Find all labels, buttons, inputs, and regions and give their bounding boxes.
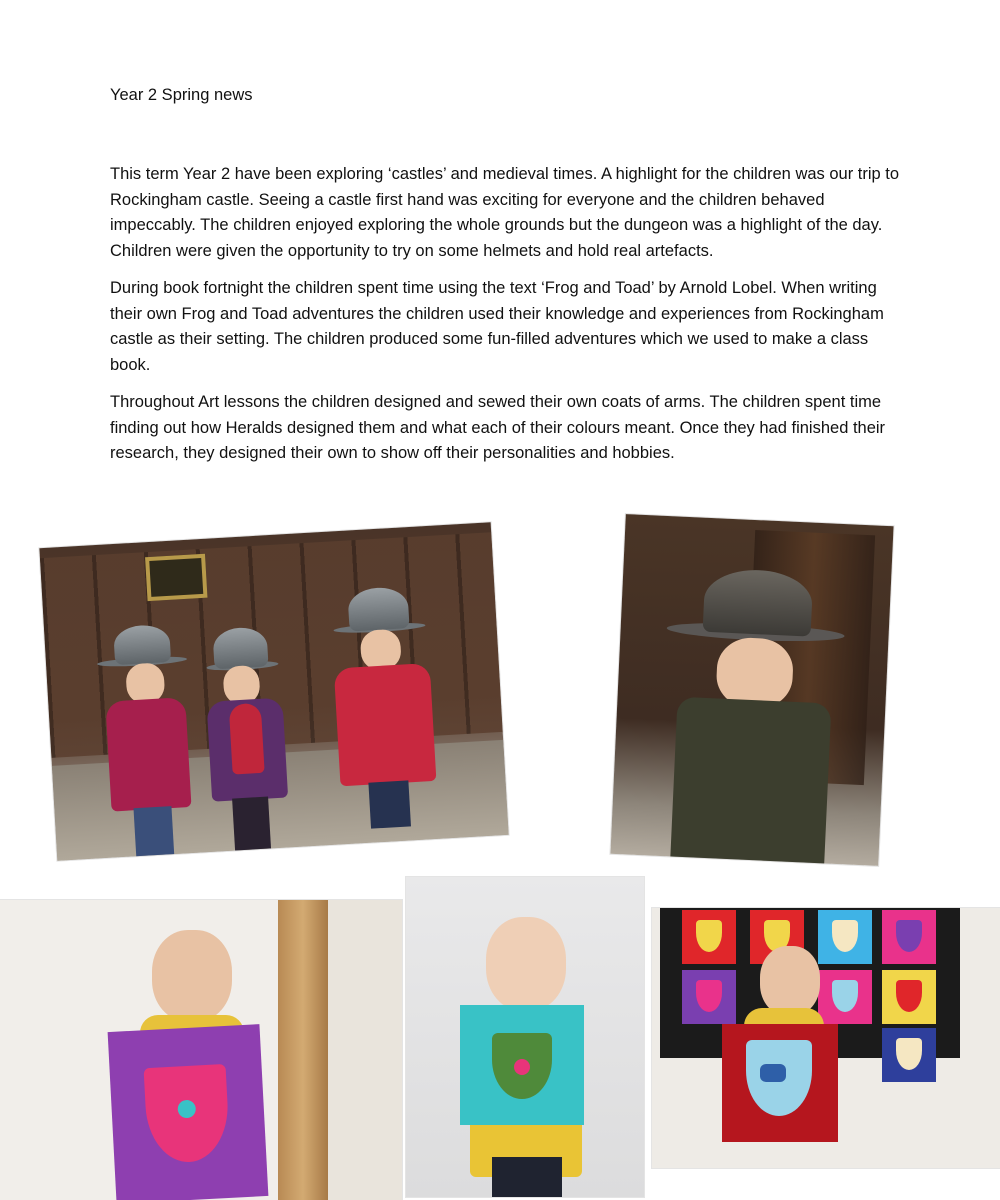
classroom-background (328, 900, 402, 1200)
paragraph: During book fortnight the children spent time using the text ‘Frog and Toad’ by Arnold Lobel. When writing their own Frog and Toad adventures the children used their knowledge and experiences from Rockingham castle as their setting. The children produced some fun-filled adventures which we used to make a class book. (110, 279, 884, 374)
article-body (110, 162, 900, 479)
paragraph: Throughout Art lessons the children designed and sewed their own coats of arms. The children spent time finding out how Heralds designed them and what each of their colours meant. Once they had finished their research, they designed their own to show off their personalities and hobbies. (110, 393, 886, 462)
door-frame (278, 900, 328, 1200)
red-felt (722, 1024, 838, 1142)
paragraph: This term Year 2 have been exploring ‘castles’ and medieval times. A highlight for the children was our trip to Rockingham castle. Seeing a castle first hand was exciting for everyone and the children behaved impeccably. The children enjoyed exploring the whole grounds but the dungeon was a highlight of the day. Children were given the opportunity to try on some helmets and hold real artefacts. (110, 165, 900, 260)
blue-patch (760, 1064, 786, 1082)
turquoise-felt (460, 1005, 584, 1125)
photo-boy-with-display (652, 908, 1000, 1168)
pink-dot (514, 1059, 530, 1075)
photo-children-in-helmets (39, 522, 508, 860)
wall-painting (145, 554, 207, 601)
purple-felt (108, 1024, 269, 1200)
photo-girl-with-coat-of-arms (0, 900, 402, 1200)
page-title: Year 2 Spring news (110, 86, 253, 104)
photo-boy-in-helmet (610, 514, 893, 866)
photo-boy-with-coat-of-arms (406, 877, 644, 1197)
